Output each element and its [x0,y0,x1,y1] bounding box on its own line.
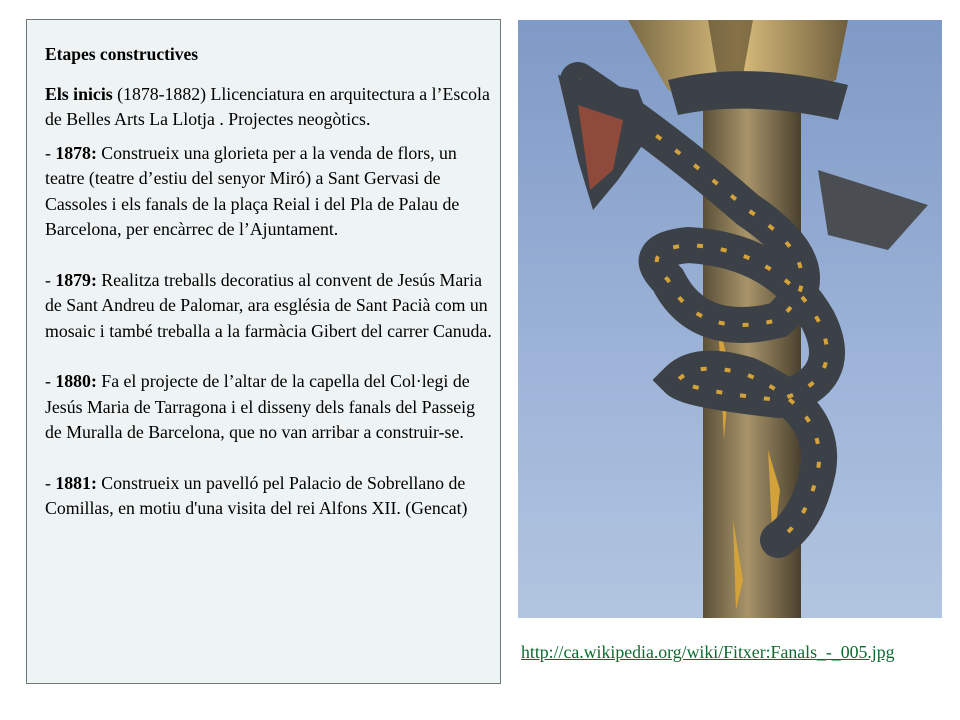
entry-year: 1879: [55,269,97,290]
entry-text: Construeix una glorieta per a la venda de flors, un teatre (teatre d’estiu del senyor Miró) a Sant Gervasi de Cassoles i els fanals de la plaça Reial i del Pla de Palau de Barcelona, per encàrrec de l’Ajuntament. [45,142,460,239]
source-link[interactable]: http://ca.wikipedia.org/wiki/Fitxer:Fanals_-_005.jpg [521,642,895,662]
entry-prefix: - [45,371,56,391]
entry-year: 1880: [55,371,97,391]
entry-text: Fa el projecte de l’altar de la capella del Col·legi de Jesús Maria de Tarragona i el disseny dels fanals del Passeig de Muralla de Barcelona, que no van arribar a construir-se. [45,371,476,442]
timeline-entry-1880 [45,369,492,446]
entry-prefix: - [45,142,56,163]
intro-text: (1878-1882) Llicenciatura en arquitectura a l’Escola de Belles Arts La Llotja . Projectes neogòtics. [45,83,490,129]
timeline-entry-1878 [45,141,492,243]
entry-prefix: - [45,472,56,493]
timeline-entry-1881 [45,471,492,522]
entry-year: 1881: [55,472,97,493]
timeline-entry-1879 [45,268,492,345]
section-heading: Etapes constructives [45,44,199,64]
entry-year: 1878: [55,142,97,163]
entry-text: Realitza treballs decoratius al convent de Jesús Maria de Sant Andreu de Palomar, ara església de Sant Pacià com un mosaic i també treballa a la farmàcia Gibert del carrer Canuda. [45,269,492,341]
entry-text: Construeix un pavelló pel Palacio de Sobrellano de Comillas, en motiu d'una visita del rei Alfons XII. (Gencat) [45,472,468,518]
intro-label: Els inicis [45,83,113,104]
serpent-lamppost-illustration [518,20,942,618]
entry-prefix: - [45,269,56,290]
intro-paragraph [45,82,492,133]
text-panel [26,19,501,684]
lamppost-photo [518,20,942,618]
